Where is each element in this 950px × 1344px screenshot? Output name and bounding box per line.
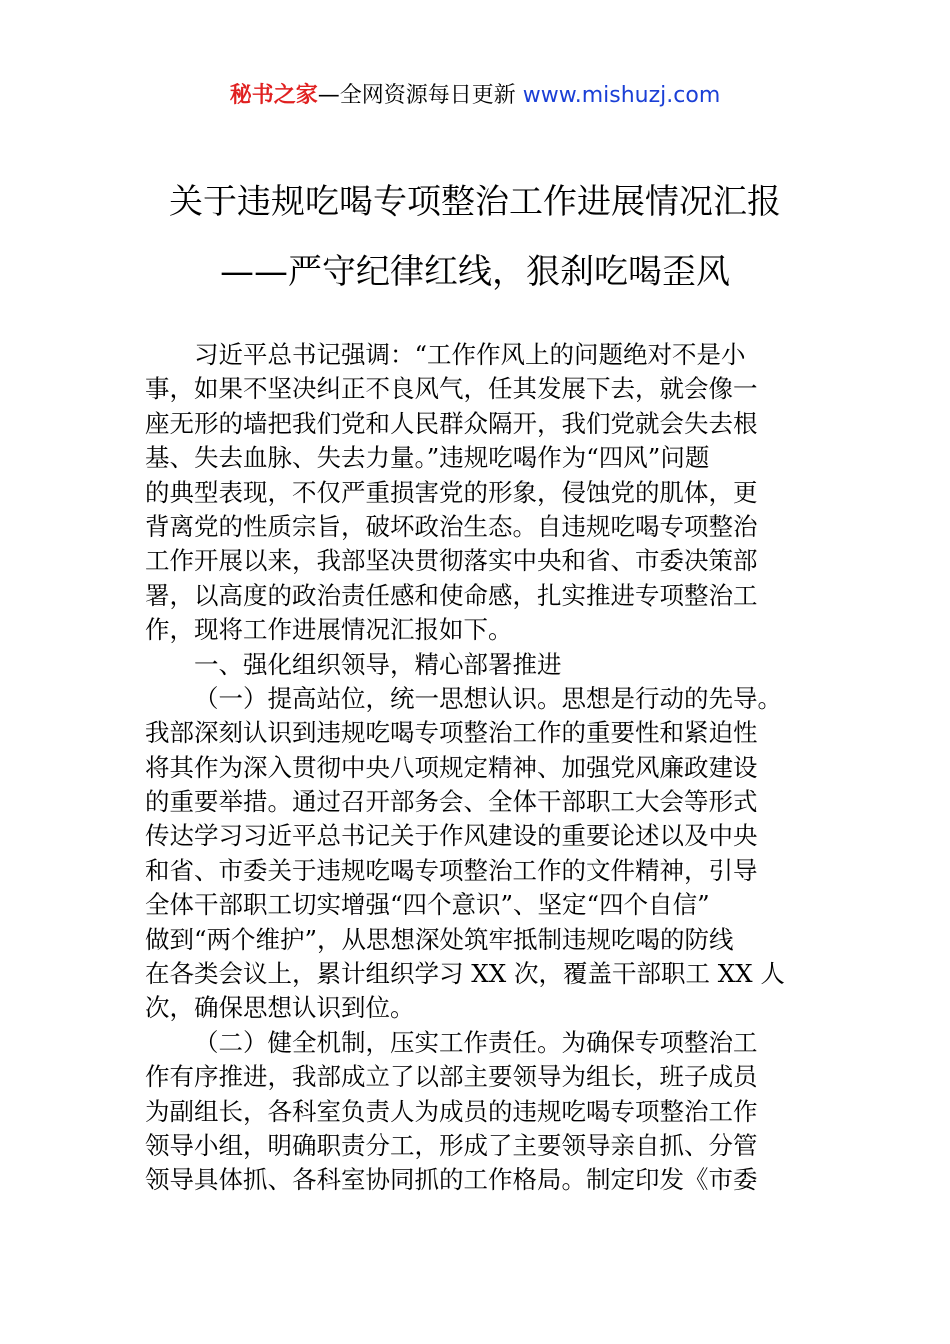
body-line: 的重要举措。通过召开部务会、全体干部职工大会等形式 xyxy=(145,787,758,817)
body-line: 署，以高度的政治责任感和使命感，扎实推进专项整治工 xyxy=(145,580,758,610)
body-line: 我部深刻认识到违规吃喝专项整治工作的重要性和紧迫性 xyxy=(145,718,758,748)
body-line: 传达学习习近平总书记关于作风建设的重要论述以及中央 xyxy=(145,821,758,851)
site-url[interactable]: www.mishuzj.com xyxy=(522,83,721,108)
body-line: 领导小组，明确职责分工，形成了主要领导亲自抓、分管 xyxy=(145,1130,758,1160)
body-line: 为副组长，各科室负责人为成员的违规吃喝专项整治工作 xyxy=(145,1096,758,1126)
body-line: 工作开展以来，我部坚决贯彻落实中央和省、市委决策部 xyxy=(145,546,758,576)
site-brand: 秘书之家 xyxy=(229,83,318,108)
body-line: （一）提高站位，统一思想认识。思想是行动的先导。 xyxy=(194,683,782,713)
body-line: 背离党的性质宗旨，破坏政治生态。自违规吃喝专项整治 xyxy=(145,511,758,541)
body-line: 作，现将工作进展情况汇报如下。 xyxy=(145,615,513,645)
document-subtitle: ——严守纪律红线，狠刹吃喝歪风 xyxy=(220,252,730,292)
body-line: 领导具体抓、各科室协同抓的工作格局。制定印发《市委 xyxy=(145,1165,758,1195)
body-line: 基、失去血脉、失去力量。”违规吃喝作为“四风”问题 xyxy=(145,443,710,473)
document-body xyxy=(145,338,810,1198)
body-line: 全体干部职工切实增强“四个意识”、坚定“四个自信” xyxy=(145,890,710,920)
body-line: 座无形的墙把我们党和人民群众隔开，我们党就会失去根 xyxy=(145,408,758,438)
site-header xyxy=(0,80,950,112)
body-line: 在各类会议上，累计组织学习 XX 次，覆盖干部职工 XX 人 xyxy=(145,959,785,989)
body-line: 作有序推进，我部成立了以部主要领导为组长，班子成员 xyxy=(145,1062,758,1092)
body-line: 事，如果不坚决纠正不良风气，任其发展下去，就会像一 xyxy=(145,374,758,404)
body-line: 做到“两个维护”，从思想深处筑牢抵制违规吃喝的防线 xyxy=(145,924,734,954)
body-line: 的典型表现，不仅严重损害党的形象，侵蚀党的肌体，更 xyxy=(145,477,758,507)
body-line: 习近平总书记强调：“工作作风上的问题绝对不是小 xyxy=(194,340,746,369)
site-tagline: —全网资源每日更新 xyxy=(317,83,523,108)
body-line: 将其作为深入贯彻中央八项规定精神、加强党风廉政建设 xyxy=(145,752,758,782)
document-title: 关于违规吃喝专项整治工作进展情况汇报 xyxy=(169,182,781,222)
body-line: 次，确保思想认识到位。 xyxy=(145,993,415,1023)
body-line: 和省、市委关于违规吃喝专项整治工作的文件精神，引导 xyxy=(145,855,758,885)
body-line: （二）健全机制，压实工作责任。为确保专项整治工 xyxy=(194,1027,758,1057)
section-heading: 一、强化组织领导，精心部署推进 xyxy=(194,649,562,679)
